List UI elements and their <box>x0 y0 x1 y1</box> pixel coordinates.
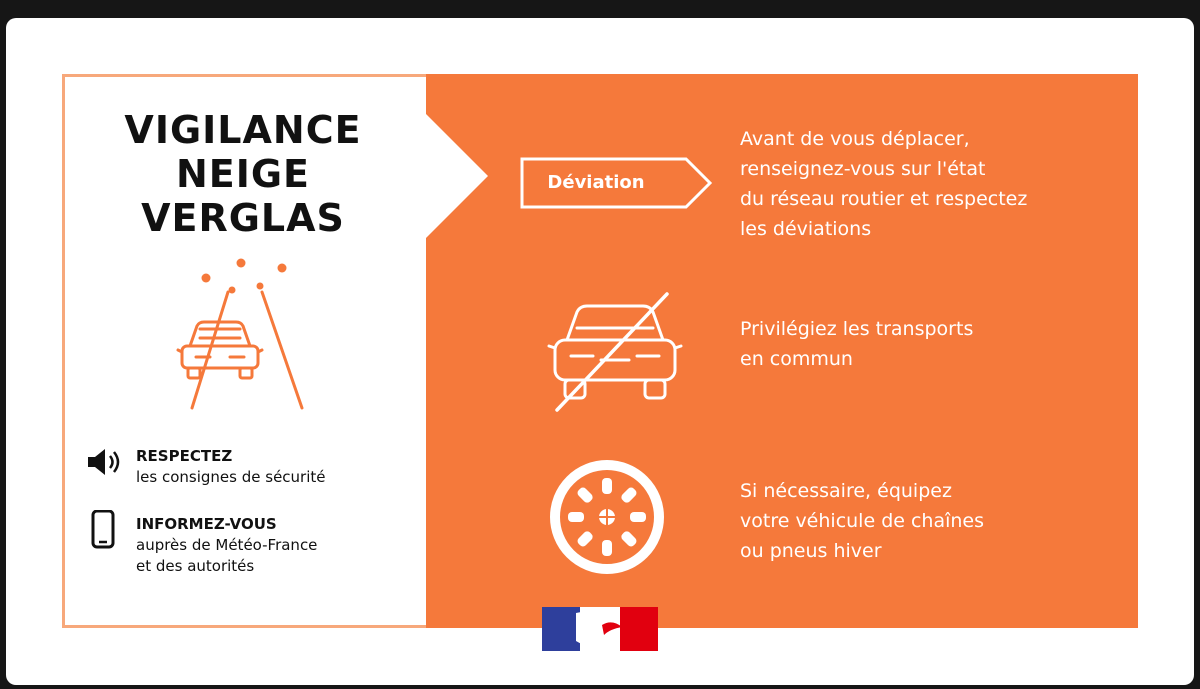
tip-deviation-line-3: du réseau routier et respectez <box>740 188 1028 210</box>
title-line-3: VERGLAS <box>141 196 345 240</box>
snow-tire-icon <box>542 452 672 582</box>
action-respect-heading: RESPECTEZ <box>136 447 233 465</box>
action-inform <box>86 514 406 586</box>
tip-deviation-line-1: Avant de vous déplacer, <box>740 128 970 150</box>
action-respect-line: les consignes de sécurité <box>136 468 326 486</box>
title-line-1: VIGILANCE <box>124 108 362 152</box>
marianne-flag-logo <box>542 607 658 651</box>
tip-transport-line-2: en commun <box>740 348 853 370</box>
tip-transport <box>740 314 1120 374</box>
deviation-sign-label: Déviation <box>547 172 645 193</box>
action-respect <box>86 446 406 494</box>
arrow-notch <box>426 114 488 238</box>
action-inform-heading: INFORMEZ-VOUS <box>136 515 277 533</box>
tip-deviation-line-4: les déviations <box>740 218 872 240</box>
tip-tires-line-3: ou pneus hiver <box>740 540 882 562</box>
tip-deviation <box>740 124 1120 244</box>
tip-tires-line-2: votre véhicule de chaînes <box>740 510 985 532</box>
title-line-2: NEIGE <box>175 152 311 196</box>
action-inform-text <box>136 514 317 577</box>
tip-tires <box>740 476 1120 566</box>
tip-tires-line-1: Si nécessaire, équipez <box>740 480 952 502</box>
smartphone-icon <box>86 510 126 550</box>
tip-deviation-line-2: renseignez-vous sur l'état <box>740 158 986 180</box>
car-snow-road-illustration <box>170 250 320 415</box>
no-car-icon <box>545 288 685 418</box>
action-inform-line-1: auprès de Météo-France <box>136 536 318 554</box>
poster-title <box>88 108 398 240</box>
action-inform-line-2: et des autorités <box>136 557 255 575</box>
action-respect-text <box>136 446 326 488</box>
speaker-icon <box>86 448 126 476</box>
tip-transport-line-1: Privilégiez les transports <box>740 318 974 340</box>
